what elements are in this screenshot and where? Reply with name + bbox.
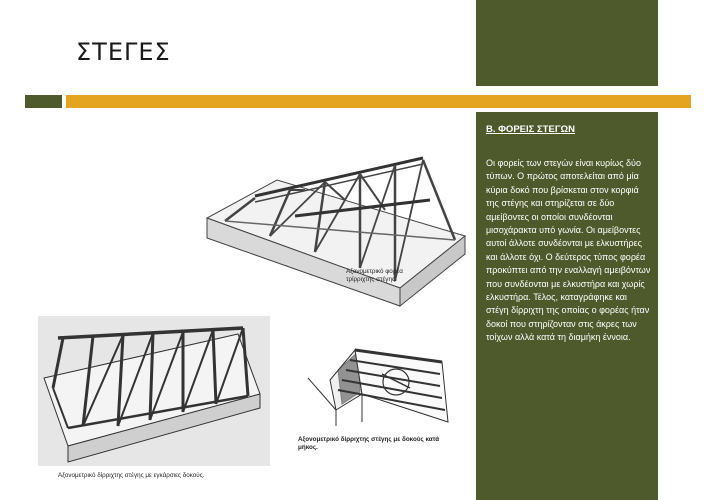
section-body-text: Οι φορείς των στεγών είναι κυρίως δύο τύπων. Ο πρώτος αποτελείται από μία κύρια δοκό που βρίσκεται στον κορφιά της στέγης και στηρίζεται σε δύο αμείβοντες οι οποίοι συνδέονται μισοχάρακτα υπό γωνία. Οι αμείβοντες αυτοί άλλοτε συνδέονται με ελκυστήρες και άλλοτε όχι. Ο δεύτερος τύπος φορέα προκύπτει από την εναλλαγή αμειβόντων που συνδέονται με ελκυστήρα και χωρίς ελκυστήρα. Τέλος, καταγράφηκε και στέγη δίρριχτη της οποίας ο φορέας ήταν δοκοί που στηρίζονταν στις άκρες των τοίχων αλλά κατά τη διαμήκη έννοια. bbox=[486, 158, 651, 343]
header-accent-bar-olive bbox=[25, 95, 62, 108]
transverse-beam-roof-drawing bbox=[38, 316, 270, 466]
longitudinal-beam-roof-drawing bbox=[300, 322, 450, 427]
section-heading: Β. ΦΟΡΕΙΣ ΣΤΕΓΩΝ bbox=[486, 124, 576, 135]
roof-frames-text-panel bbox=[476, 112, 658, 500]
page-title: ΣΤΕΓΕΣ bbox=[76, 38, 171, 66]
longitudinal-beam-caption: Αξονομετρικό δίρριχτης στέγης με δοκούς κατά μήκος. bbox=[298, 436, 440, 451]
hip-roof-caption: Αξονομετρικό φορέα τρίρριχτης στέγης. bbox=[346, 268, 403, 283]
hip-roof-frame-drawing bbox=[195, 118, 470, 310]
header-olive-block bbox=[476, 0, 658, 86]
header-accent-bar-gold bbox=[66, 95, 691, 108]
transverse-beam-caption: Αξονομετρικό δίρριχτης στέγης με εγκάρσιες δοκούς. bbox=[58, 472, 205, 479]
